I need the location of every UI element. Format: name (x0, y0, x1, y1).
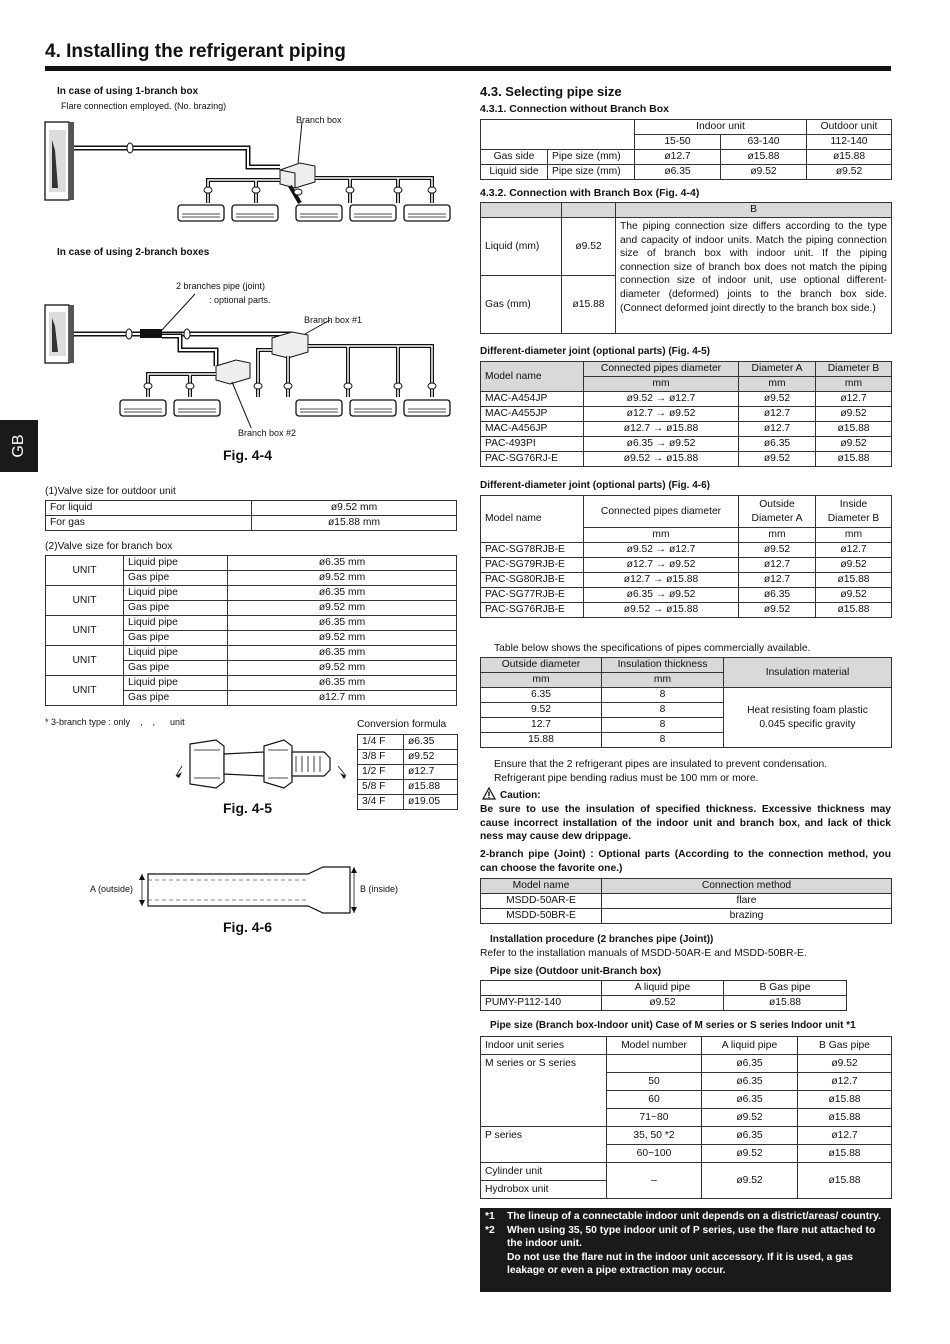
table-row (481, 452, 892, 467)
header-diameter-a: Diameter A (739, 362, 816, 377)
insulation-note-1: Ensure that the 2 refrigerant pipes are insulated to prevent condensation. (494, 759, 828, 770)
cell: ø15.88 (816, 603, 892, 618)
cell: PAC-SG80RJB-E (481, 573, 584, 588)
cell: ø6.35 → ø9.52 (584, 437, 739, 452)
unit-cell: UNIT (46, 676, 124, 706)
valve-label: For liquid (46, 501, 252, 516)
cell: MSDD-50AR-E (481, 894, 602, 909)
capacity-header: 15-50 (635, 135, 721, 150)
valve-value: ø15.88 mm (252, 516, 457, 531)
section-4-3-1-heading: 4.3.1. Connection without Branch Box (480, 103, 670, 115)
diagram-two-branch-boxes (40, 290, 460, 428)
pipe-spec-table (480, 657, 892, 748)
pipe-value: ø9.52 mm (228, 631, 457, 646)
conversion-title: Conversion formula (357, 719, 447, 730)
pipe-value: ø6.35 mm (228, 676, 457, 691)
cell: ø12.7 (739, 407, 816, 422)
indoor-unit-header: Indoor unit (635, 120, 807, 135)
cell: ø9.52 (739, 603, 816, 618)
footnotes-box (480, 1208, 891, 1292)
cell-value: ø9.52 (807, 165, 892, 180)
table-row (481, 150, 892, 165)
table-with-branch-box (480, 202, 892, 334)
pipe-diameter: ø9.52 (404, 750, 458, 765)
pipe-label: Liquid pipe (124, 556, 228, 571)
header-insulation-material: Insulation material (724, 658, 892, 688)
cell: ø12.7 (798, 1073, 892, 1091)
pipe-diameter: ø15.88 (404, 780, 458, 795)
cell: ø15.88 (798, 1109, 892, 1127)
cell: PAC-SG76RJB-E (481, 603, 584, 618)
cell: ø12.7 (739, 573, 816, 588)
unit-mm: mm (739, 528, 816, 543)
header-outside-a: Outside Diameter A (739, 496, 816, 528)
cell: 8 (602, 703, 724, 718)
header-model: Model name (481, 879, 602, 894)
table-row (358, 795, 458, 810)
table-row (481, 165, 892, 180)
cell: 6.35 (481, 688, 602, 703)
pipe-value: ø12.7 mm (228, 691, 457, 706)
cell: ø15.88 (816, 573, 892, 588)
unit-mm: mm (739, 377, 816, 392)
pipe-value: ø9.52 mm (228, 571, 457, 586)
spec-intro: Table below shows the specifications of pipes commercially available. (494, 643, 811, 654)
unit-mm: mm (584, 528, 739, 543)
ps-outdoor-title: Pipe size (Outdoor unit-Branch box) (490, 966, 662, 977)
cell: 60 (607, 1091, 702, 1109)
fig-4-6-reducer-drawing (138, 862, 358, 918)
cell: 50 (607, 1073, 702, 1091)
fig-4-5-joint-drawing (172, 732, 352, 798)
table-without-branch-box (480, 119, 892, 180)
branch-box-2-icon (216, 360, 250, 384)
cell: 8 (602, 733, 724, 748)
table-row (481, 1163, 892, 1181)
pipe-label: Gas pipe (124, 571, 228, 586)
section-4-3-heading: 4.3. Selecting pipe size (480, 84, 622, 99)
branch-box-icon (280, 163, 315, 188)
pipe-diameter: ø12.7 (404, 765, 458, 780)
header-model-number: Model number (607, 1037, 702, 1055)
footnote-3 (485, 1251, 886, 1278)
pipe-diameter: ø6.35 (404, 735, 458, 750)
footnote-key: *1 (485, 1211, 495, 1222)
table-row (46, 676, 457, 691)
valve-outdoor-title: (1)Valve size for outdoor unit (45, 486, 176, 497)
side-label: Liquid side (481, 165, 548, 180)
cell: PAC-SG79RJB-E (481, 558, 584, 573)
table-row (481, 362, 892, 377)
cell: ø6.35 (702, 1055, 798, 1073)
outdoor-unit-icon (45, 305, 74, 363)
indoor-units-icons (120, 400, 450, 416)
cell: ø9.52 (702, 1145, 798, 1163)
branch-pipe-text: 2-branch pipe (Joint) : Optional parts (According to the connection method, you can choose the favorite one.) (480, 849, 891, 874)
ps-indoor-title: Pipe size (Branch box-Indoor unit) Case of M series or S series Indoor unit *1 (490, 1020, 856, 1031)
valve-branch-title: (2)Valve size for branch box (45, 541, 173, 552)
cell: 8 (602, 718, 724, 733)
table-row (481, 996, 847, 1011)
cell: ø12.7 → ø15.88 (584, 422, 739, 437)
cell: ø9.52 (739, 392, 816, 407)
indoor-units-icons (178, 205, 450, 221)
table-row (481, 909, 892, 924)
table-row (481, 543, 892, 558)
header-outside-diameter: Outside diameter (481, 658, 602, 673)
ps-indoor-table (480, 1036, 892, 1199)
pipe-label: Liquid pipe (124, 616, 228, 631)
install-title: Installation procedure (2 branches pipe (Joint)) (490, 934, 714, 945)
p-series-label: P series (481, 1127, 607, 1163)
table-row (481, 1127, 892, 1145)
insulation-note-2: Refrigerant pipe bending radius must be 100 mm or more. (494, 773, 759, 784)
footnote-text: The lineup of a connectable indoor unit depends on a district/areas/ country. (507, 1211, 881, 1222)
table-row (481, 603, 892, 618)
install-text: Refer to the installation manuals of MSDD-50AR-E and MSDD-50BR-E. (480, 948, 807, 959)
cell: MAC-A456JP (481, 422, 584, 437)
title-rule (45, 66, 891, 71)
fig-4-5-caption: Fig. 4-5 (223, 800, 273, 816)
cell: ø9.52 (702, 1109, 798, 1127)
footnote-key: *2 (485, 1224, 495, 1236)
header-insulation-thickness: Insulation thickness (602, 658, 724, 673)
cell-value: ø9.52 (721, 165, 807, 180)
conversion-table (357, 734, 458, 810)
pipe-value: ø6.35 mm (228, 616, 457, 631)
valve-value: ø9.52 mm (252, 501, 457, 516)
fig-4-6-caption: Fig. 4-6 (223, 919, 273, 935)
ddj1-table (480, 361, 892, 467)
liquid-label: Liquid (mm) (481, 218, 562, 276)
pipe-label: Liquid pipe (124, 646, 228, 661)
pipe-value: ø6.35 mm (228, 646, 457, 661)
cell: ø15.88 (798, 1145, 892, 1163)
table-row (46, 616, 457, 631)
table-row (46, 556, 457, 571)
table-row (481, 658, 892, 673)
case2-branch2-label: Branch box #2 (238, 428, 297, 438)
case1-branch-box-label: Branch box (296, 115, 342, 125)
cell: MAC-A454JP (481, 392, 584, 407)
gas-value: ø15.88 (562, 276, 616, 334)
side-label: Gas side (481, 150, 548, 165)
cell: ø6.35 (739, 588, 816, 603)
header-model: Model name (481, 362, 584, 392)
case1-subtitle: Flare connection employed. (No. brazing) (61, 101, 227, 111)
fig-4-4-caption: Fig. 4-4 (223, 447, 273, 463)
footnote-key (485, 1251, 507, 1278)
cell: MAC-A455JP (481, 407, 584, 422)
cell: ø9.52 → ø12.7 (584, 543, 739, 558)
ddj2-title: Different-diameter joint (optional parts) (Fig. 4-6) (480, 480, 711, 491)
cell-value: ø15.88 (721, 150, 807, 165)
pipe-diameter: ø19.05 (404, 795, 458, 810)
pipe-value: ø9.52 mm (228, 601, 457, 616)
cell: PAC-493PI (481, 437, 584, 452)
cell: ø12.7 (816, 543, 892, 558)
ddj2-table (480, 495, 892, 618)
table-row (46, 586, 457, 601)
header-gas: B Gas pipe (798, 1037, 892, 1055)
header-inside-b: Inside Diameter B (816, 496, 892, 528)
header-connected: Connected pipes diameter (584, 362, 739, 377)
table-row (481, 894, 892, 909)
cell: ø12.7 (739, 422, 816, 437)
table-row (481, 558, 892, 573)
cell (607, 1055, 702, 1073)
cell: ø9.52 → ø15.88 (584, 452, 739, 467)
unit-cell: UNIT (46, 646, 124, 676)
caution-text: Be sure to use the insulation of specified thickness. Excessive thickness may cause incorrect installation of the indoor unit and branch box, and lack of thick ness may cause dew drippage. (480, 804, 891, 842)
outdoor-unit-header: Outdoor unit (807, 120, 892, 135)
header-liquid: A liquid pipe (702, 1037, 798, 1055)
table-row (481, 120, 892, 135)
footnote-2 (485, 1224, 886, 1251)
flare-size: 1/2 F (358, 765, 404, 780)
caution-title: Caution: (500, 790, 541, 801)
table-row (481, 879, 892, 894)
cell: MSDD-50BR-E (481, 909, 602, 924)
pipe-label: Gas pipe (124, 631, 228, 646)
language-tab-label: GB (10, 434, 27, 458)
table-row (46, 501, 457, 516)
cell: 12.7 (481, 718, 602, 733)
table-row (481, 392, 892, 407)
cell: ø12.7 (739, 558, 816, 573)
table-row (481, 1055, 892, 1073)
case2-optional-label: : optional parts. (209, 295, 271, 305)
cell: PAC-SG77RJB-E (481, 588, 584, 603)
unit-cell: UNIT (46, 616, 124, 646)
unit-mm: mm (602, 673, 724, 688)
table-row (358, 750, 458, 765)
cell-value: ø6.35 (635, 165, 721, 180)
header-diameter-b: Diameter B (816, 362, 892, 377)
row-label: Pipe size (mm) (548, 150, 635, 165)
case2-branch1-label: Branch box #1 (304, 315, 363, 325)
page-title: 4. Installing the refrigerant piping (45, 41, 346, 62)
cell: 71~80 (607, 1109, 702, 1127)
table-row (481, 981, 847, 996)
cell: ø12.7 → ø9.52 (584, 558, 739, 573)
cell: ø15.88 (724, 996, 847, 1011)
cell: flare (602, 894, 892, 909)
cell: ø12.7 → ø9.52 (584, 407, 739, 422)
table-row (358, 735, 458, 750)
liquid-value: ø9.52 (562, 218, 616, 276)
pipe-label: Liquid pipe (124, 676, 228, 691)
cell: 8 (602, 688, 724, 703)
cell: ø9.52 → ø12.7 (584, 392, 739, 407)
cell: PAC-SG76RJ-E (481, 452, 584, 467)
pipe-label: Gas pipe (124, 691, 228, 706)
capacity-header: 112-140 (807, 135, 892, 150)
ps-outdoor-table (480, 980, 847, 1011)
pipe-value: ø9.52 mm (228, 661, 457, 676)
table-row (46, 516, 457, 531)
unit-mm: mm (816, 377, 892, 392)
cell: – (607, 1163, 702, 1199)
unit-cell: UNIT (46, 556, 124, 586)
table-row (481, 496, 892, 528)
pipe-label: Liquid pipe (124, 586, 228, 601)
table-row (46, 646, 457, 661)
case2-joint-label: 2 branches pipe (joint) (176, 281, 266, 291)
table-row (481, 1037, 892, 1055)
cell: ø9.52 (816, 588, 892, 603)
pipe-value: ø6.35 mm (228, 586, 457, 601)
footnote-text: When using 35, 50 type indoor unit of P series, use the flare nut attached to the indoor unit. (507, 1224, 876, 1249)
pipe-label: Gas pipe (124, 601, 228, 616)
cell-value: ø12.7 (635, 150, 721, 165)
cell: ø15.88 (798, 1163, 892, 1199)
joint-table (480, 878, 892, 924)
header-liquid: A liquid pipe (602, 981, 724, 996)
gas-label: Gas (mm) (481, 276, 562, 334)
table-row (481, 422, 892, 437)
valve-label: For gas (46, 516, 252, 531)
case1-title: In case of using 1-branch box (57, 86, 199, 97)
header-empty (481, 981, 602, 996)
cell: brazing (602, 909, 892, 924)
cell: ø9.52 (816, 407, 892, 422)
case2-title: In case of using 2-branch boxes (57, 247, 210, 258)
footnote-1 (485, 1210, 886, 1224)
capacity-header: 63-140 (721, 135, 807, 150)
unit-mm: mm (584, 377, 739, 392)
table-row (481, 218, 892, 276)
cell-value: ø15.88 (807, 150, 892, 165)
cell: ø12.7 (798, 1127, 892, 1145)
column-b-header: B (616, 203, 892, 218)
cell: ø9.52 (816, 558, 892, 573)
pipe-value: ø6.35 mm (228, 556, 457, 571)
cell: ø12.7 → ø15.88 (584, 573, 739, 588)
header-gas: B Gas pipe (724, 981, 847, 996)
ddj1-title: Different-diameter joint (optional parts) (Fig. 4-5) (480, 346, 711, 357)
flare-size: 5/8 F (358, 780, 404, 795)
fig-4-6-label-b: B (inside) (360, 884, 399, 894)
table-row (481, 407, 892, 422)
section-4-3-2-heading: 4.3.2. Connection with Branch Box (Fig. 4-4) (480, 187, 700, 199)
cell: 60~100 (607, 1145, 702, 1163)
cell: PAC-SG78RJB-E (481, 543, 584, 558)
table-row (481, 437, 892, 452)
pipe-label: Gas pipe (124, 661, 228, 676)
valve-outdoor-table (45, 500, 457, 531)
cell: ø15.88 (816, 452, 892, 467)
cell: ø9.52 (739, 543, 816, 558)
cell: 9.52 (481, 703, 602, 718)
cell: 35, 50 *2 (607, 1127, 702, 1145)
header-connection: Connection method (602, 879, 892, 894)
cell: ø9.52 (816, 437, 892, 452)
cell: 15.88 (481, 733, 602, 748)
joint-icon (140, 329, 162, 338)
cell: ø9.52 (798, 1055, 892, 1073)
cylinder-label: Cylinder unit (481, 1163, 607, 1181)
flare-size: 3/4 F (358, 795, 404, 810)
flare-size: 1/4 F (358, 735, 404, 750)
fig-4-6-label-a: A (outside) (90, 884, 134, 894)
insulation-material: Heat resisting foam plastic 0.045 specific gravity (724, 688, 892, 748)
branch-box-explanation: The piping connection size differs according to the type and capacity of indoor units. Match the piping connection size of branch box with indoor unit. If the piping connection size of branch box does not match the piping connection size of indoor unit, use optional different-diameter (deformed) joints to the branch box side. (Connect deformed joint directly to the branch box side.) (616, 218, 892, 334)
three-branch-note: * 3-branch type : only , , unit (45, 717, 185, 727)
header-series: Indoor unit series (481, 1037, 607, 1055)
table-row (481, 588, 892, 603)
table-row (358, 780, 458, 795)
header-model: Model name (481, 496, 584, 543)
table-row (481, 573, 892, 588)
cell: ø12.7 (816, 392, 892, 407)
cell: ø6.35 → ø9.52 (584, 588, 739, 603)
table-row (481, 203, 892, 218)
footnote-text: Do not use the flare nut in the indoor unit accessory. If it is used, a gas leakage or even a pipe extraction may occur. (507, 1251, 853, 1276)
cell: ø9.52 (602, 996, 724, 1011)
m-series-label: M series or S series (481, 1055, 607, 1127)
cell: ø6.35 (702, 1127, 798, 1145)
flare-size: 3/8 F (358, 750, 404, 765)
valve-branch-table (45, 555, 457, 706)
cell: ø9.52 (739, 452, 816, 467)
cell: PUMY-P112-140 (481, 996, 602, 1011)
diagram-one-branch-box (40, 110, 460, 232)
cell: ø15.88 (816, 422, 892, 437)
header-connected: Connected pipes diameter (584, 496, 739, 528)
outdoor-unit-icon (45, 122, 74, 200)
branch-box-1-icon (272, 332, 308, 358)
cell: ø9.52 (702, 1163, 798, 1199)
warning-triangle-icon (482, 787, 496, 800)
cell: ø6.35 (702, 1073, 798, 1091)
cell: ø6.35 (702, 1091, 798, 1109)
hydrobox-label: Hydrobox unit (481, 1181, 607, 1199)
table-row (358, 765, 458, 780)
unit-mm: mm (816, 528, 892, 543)
row-label: Pipe size (mm) (548, 165, 635, 180)
cell: ø9.52 → ø15.88 (584, 603, 739, 618)
cell: ø15.88 (798, 1091, 892, 1109)
cell: ø6.35 (739, 437, 816, 452)
unit-mm: mm (481, 673, 602, 688)
unit-cell: UNIT (46, 586, 124, 616)
table-row (481, 688, 892, 703)
